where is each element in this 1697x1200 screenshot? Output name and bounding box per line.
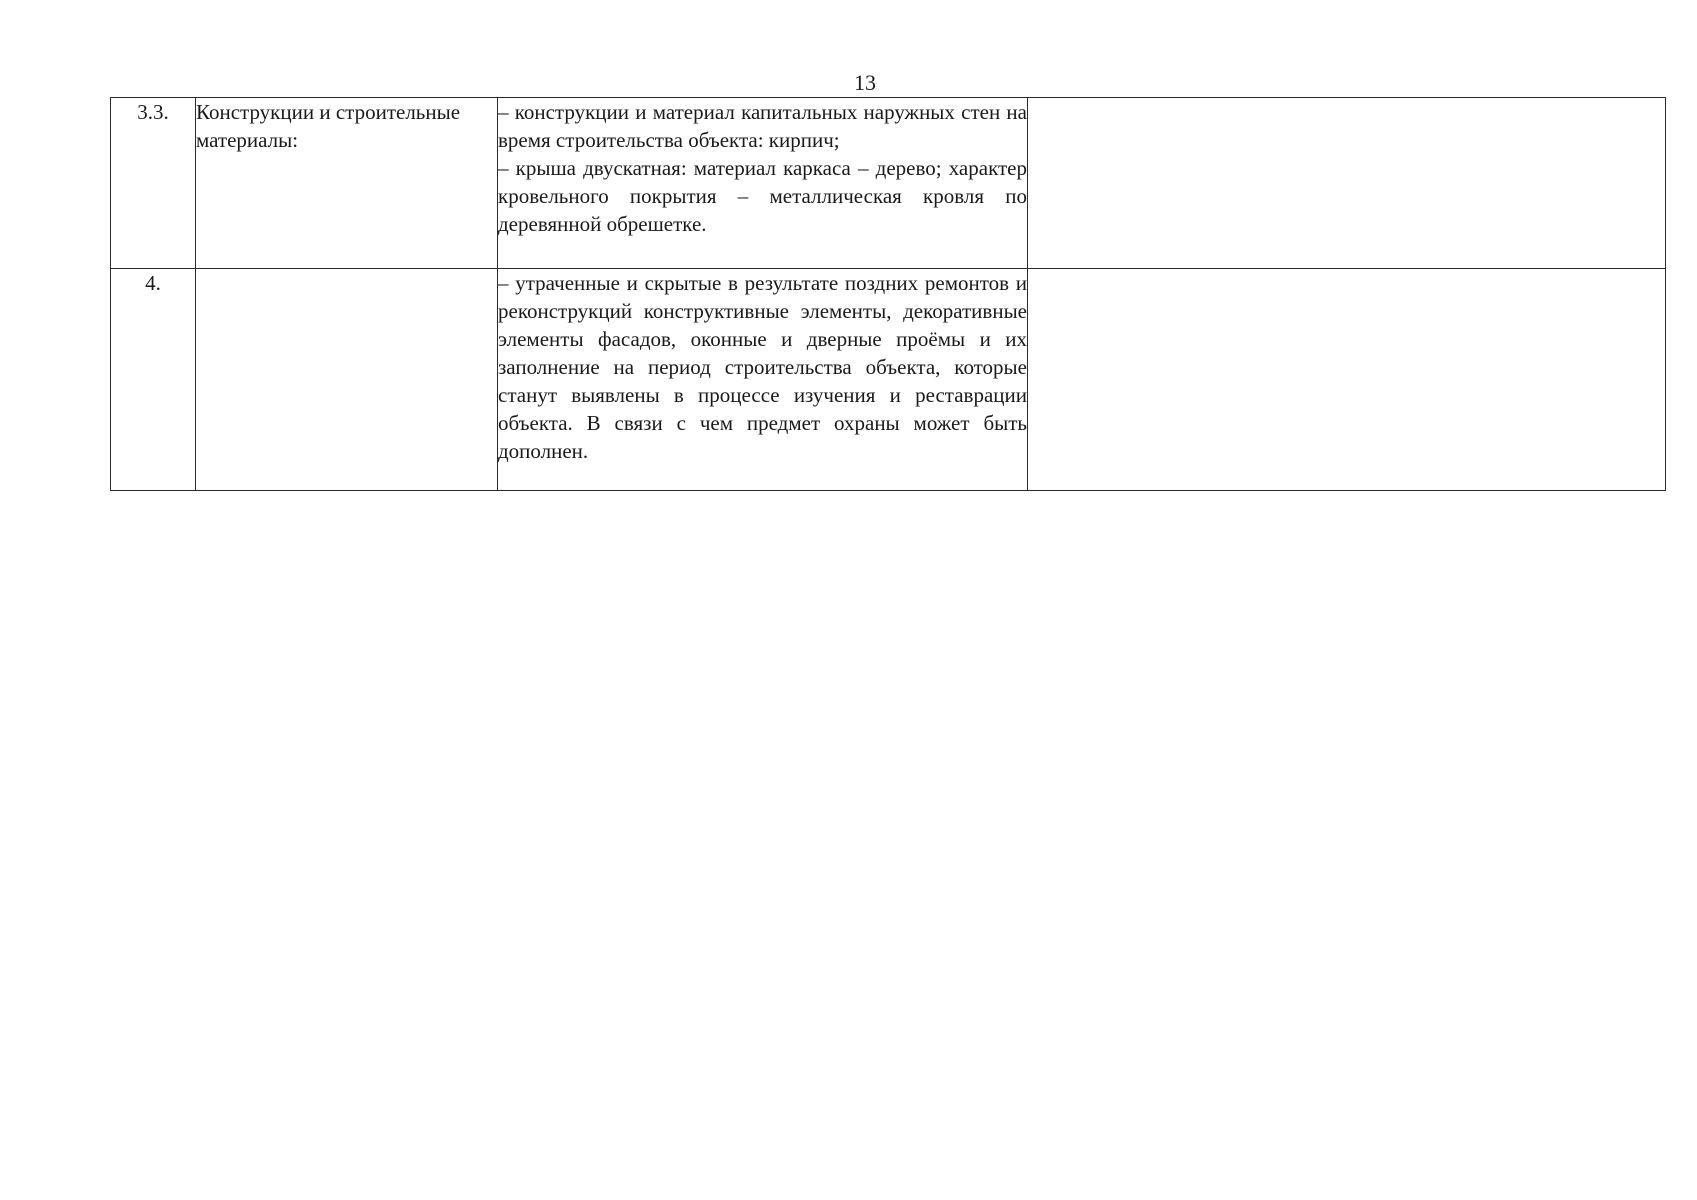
description-paragraph: – утраченные и скрытые в результате поздних ремонтов и реконструкций конструктивные элементы, декоративные элементы фасадов, оконные и дверные проёмы и их заполнение на период строительства объекта, которые станут выявлены в процессе изучения и реставрации объекта. В связи с чем предмет охраны может быть дополнен.	[498, 271, 1027, 463]
description-paragraph: – крыша двускатная: материал каркаса – дерево; характер кровельного покрытия – металлическая кровля по деревянной обрешетке.	[498, 156, 1027, 236]
protection-subject-table	[110, 97, 1666, 491]
row-description-cell	[498, 98, 1028, 269]
table-row	[111, 98, 1666, 269]
page-number: 13	[854, 70, 876, 95]
row-extra-cell	[1028, 98, 1666, 269]
row-number-cell: 4.	[111, 269, 196, 491]
row-description-cell	[498, 269, 1028, 491]
row-extra-cell	[1028, 269, 1666, 491]
row-name-cell	[196, 269, 498, 491]
description-paragraph: – конструкции и материал капитальных наружных стен на время строительства объекта: кирпич;	[498, 100, 1027, 152]
table-row	[111, 269, 1666, 491]
row-name-cell: Конструкции и строительные материалы:	[196, 98, 498, 269]
row-number-cell: 3.3.	[111, 98, 196, 269]
